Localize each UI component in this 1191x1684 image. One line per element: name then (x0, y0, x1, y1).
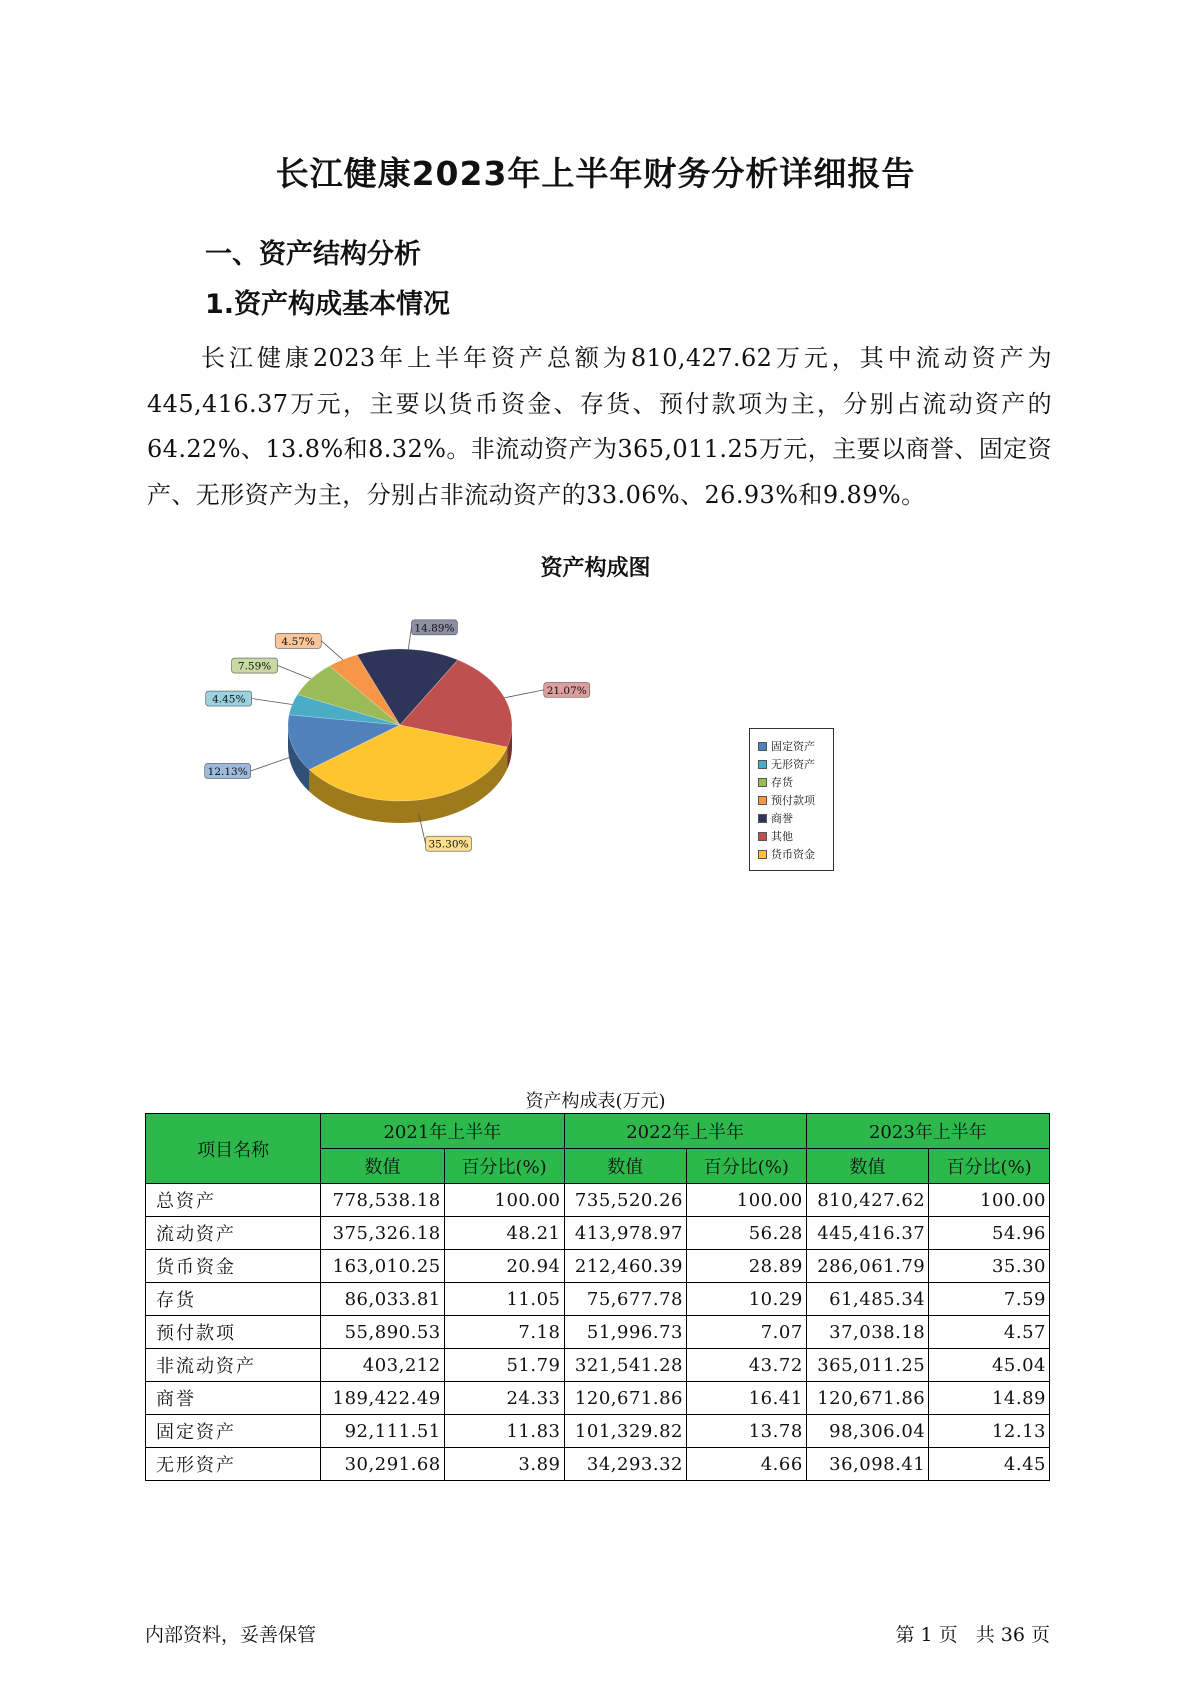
value-cell: 286,061.79 (806, 1250, 928, 1283)
table-row (146, 1316, 1050, 1349)
percent-cell: 7.18 (444, 1316, 564, 1349)
value-cell: 403,212 (321, 1349, 444, 1382)
row-name: 固定资产 (146, 1415, 321, 1448)
value-cell: 163,010.25 (321, 1250, 444, 1283)
value-cell: 365,011.25 (806, 1349, 928, 1382)
legend-label: 固定资产 (771, 740, 815, 753)
value-subheader: 数值 (564, 1149, 686, 1184)
percent-cell: 20.94 (444, 1250, 564, 1283)
row-name: 总资产 (146, 1184, 321, 1217)
value-cell: 212,460.39 (564, 1250, 686, 1283)
value-cell: 51,996.73 (564, 1316, 686, 1349)
value-cell: 34,293.32 (564, 1448, 686, 1481)
percent-cell: 4.57 (929, 1316, 1050, 1349)
table-row (146, 1382, 1050, 1415)
percent-subheader: 百分比(%) (929, 1149, 1050, 1184)
value-cell: 37,038.18 (806, 1316, 928, 1349)
pie-slice-label: 7.59% (237, 660, 272, 673)
legend-swatch (758, 796, 767, 805)
percent-cell: 11.05 (444, 1283, 564, 1316)
legend-label: 商誉 (771, 812, 793, 825)
value-cell: 98,306.04 (806, 1415, 928, 1448)
percent-subheader: 百分比(%) (686, 1149, 806, 1184)
percent-cell: 51.79 (444, 1349, 564, 1382)
row-name: 预付款项 (146, 1316, 321, 1349)
table-row (146, 1349, 1050, 1382)
value-cell: 36,098.41 (806, 1448, 928, 1481)
legend-label: 其他 (771, 830, 793, 843)
value-cell: 55,890.53 (321, 1316, 444, 1349)
percent-cell: 35.30 (929, 1250, 1050, 1283)
footer-page-number: 第 1 页 共 36 页 (895, 1624, 1050, 1646)
summary-paragraph: 长江健康2023年上半年资产总额为810,427.62万元，其中流动资产为445,416.37万元，主要以货币资金、存货、预付款项为主，分别占流动资产的64.22%、13.8%和8.32%。非流动资产为365,011.25万元，主要以商誉、固定资产、无形资产为主，分别占非流动资产的33.06%、26.93%和9.89%。 (147, 344, 1052, 509)
legend-swatch (758, 814, 767, 823)
legend-swatch (758, 778, 767, 787)
percent-cell: 16.41 (686, 1382, 806, 1415)
value-cell: 735,520.26 (564, 1184, 686, 1217)
pie-slice-label: 4.45% (212, 693, 246, 706)
percent-cell: 7.07 (686, 1316, 806, 1349)
legend-swatch (758, 850, 767, 859)
percent-cell: 3.89 (444, 1448, 564, 1481)
value-cell: 101,329.82 (564, 1415, 686, 1448)
value-cell: 30,291.68 (321, 1448, 444, 1481)
pie-leader-line (278, 666, 311, 679)
legend-label: 无形资产 (771, 758, 815, 771)
percent-subheader: 百分比(%) (444, 1149, 564, 1184)
pie-leader-line (505, 690, 544, 698)
section-heading: 一、资产结构分析 (205, 239, 421, 270)
item-header: 项目名称 (146, 1114, 321, 1184)
table-row (146, 1448, 1050, 1481)
pie-slice-label: 4.57% (281, 635, 315, 648)
pie-leader-line (408, 627, 411, 649)
legend-swatch (758, 760, 767, 769)
pie-slice-label: 14.89% (414, 622, 455, 635)
asset-table (145, 1113, 1050, 1481)
period-header: 2022年上半年 (564, 1114, 806, 1149)
percent-cell: 54.96 (929, 1217, 1050, 1250)
footer-confidential-note: 内部资料，妥善保管 (145, 1624, 317, 1646)
table-caption: 资产构成表(万元) (525, 1091, 666, 1112)
legend-item (758, 845, 833, 863)
value-cell: 75,677.78 (564, 1283, 686, 1316)
legend-label: 存货 (771, 776, 793, 789)
value-cell: 413,978.97 (564, 1217, 686, 1250)
percent-cell: 14.89 (929, 1382, 1050, 1415)
legend-item (758, 827, 833, 845)
pie-slice-label: 35.30% (428, 838, 469, 851)
row-name: 货币资金 (146, 1250, 321, 1283)
asset-pie-chart (207, 610, 610, 870)
percent-cell: 24.33 (444, 1382, 564, 1415)
chart-legend (749, 728, 834, 871)
legend-swatch (758, 742, 767, 751)
value-cell: 120,671.86 (564, 1382, 686, 1415)
table-row (146, 1283, 1050, 1316)
percent-cell: 100.00 (929, 1184, 1050, 1217)
percent-cell: 13.78 (686, 1415, 806, 1448)
percent-cell: 11.83 (444, 1415, 564, 1448)
legend-item (758, 755, 833, 773)
legend-swatch (758, 832, 767, 841)
percent-cell: 12.13 (929, 1415, 1050, 1448)
percent-cell: 100.00 (444, 1184, 564, 1217)
percent-cell: 48.21 (444, 1217, 564, 1250)
value-cell: 120,671.86 (806, 1382, 928, 1415)
percent-cell: 56.28 (686, 1217, 806, 1250)
row-name: 非流动资产 (146, 1349, 321, 1382)
percent-cell: 28.89 (686, 1250, 806, 1283)
percent-cell: 7.59 (929, 1283, 1050, 1316)
pie-slice-label: 21.07% (546, 684, 587, 697)
value-cell: 61,485.34 (806, 1283, 928, 1316)
percent-cell: 43.72 (686, 1349, 806, 1382)
table-row (146, 1415, 1050, 1448)
legend-label: 货币资金 (771, 848, 815, 861)
value-subheader: 数值 (806, 1149, 928, 1184)
pie-slice-label: 12.13% (207, 765, 248, 778)
chart-title: 资产构成图 (540, 556, 651, 581)
value-cell: 92,111.51 (321, 1415, 444, 1448)
percent-cell: 4.66 (686, 1448, 806, 1481)
value-cell: 375,326.18 (321, 1217, 444, 1250)
row-name: 流动资产 (146, 1217, 321, 1250)
legend-item (758, 791, 833, 809)
value-cell: 189,422.49 (321, 1382, 444, 1415)
pie-leader-line (321, 641, 342, 660)
row-name: 无形资产 (146, 1448, 321, 1481)
value-cell: 445,416.37 (806, 1217, 928, 1250)
value-cell: 86,033.81 (321, 1283, 444, 1316)
value-cell: 810,427.62 (806, 1184, 928, 1217)
subsection-heading: 1.资产构成基本情况 (205, 289, 451, 320)
value-cell: 321,541.28 (564, 1349, 686, 1382)
percent-cell: 10.29 (686, 1283, 806, 1316)
pie-leader-line (252, 699, 292, 705)
percent-cell: 4.45 (929, 1448, 1050, 1481)
row-name: 存货 (146, 1283, 321, 1316)
legend-item (758, 809, 833, 827)
document-title: 长江健康2023年上半年财务分析详细报告 (275, 154, 916, 193)
value-subheader: 数值 (321, 1149, 444, 1184)
pie-leader-line (251, 757, 292, 771)
percent-cell: 100.00 (686, 1184, 806, 1217)
value-cell: 778,538.18 (321, 1184, 444, 1217)
table-row (146, 1217, 1050, 1250)
period-header: 2021年上半年 (321, 1114, 564, 1149)
table-row (146, 1250, 1050, 1283)
legend-label: 预付款项 (771, 794, 815, 807)
period-header: 2023年上半年 (806, 1114, 1049, 1149)
row-name: 商誉 (146, 1382, 321, 1415)
percent-cell: 45.04 (929, 1349, 1050, 1382)
table-row (146, 1184, 1050, 1217)
legend-item (758, 773, 833, 791)
legend-item (758, 737, 833, 755)
